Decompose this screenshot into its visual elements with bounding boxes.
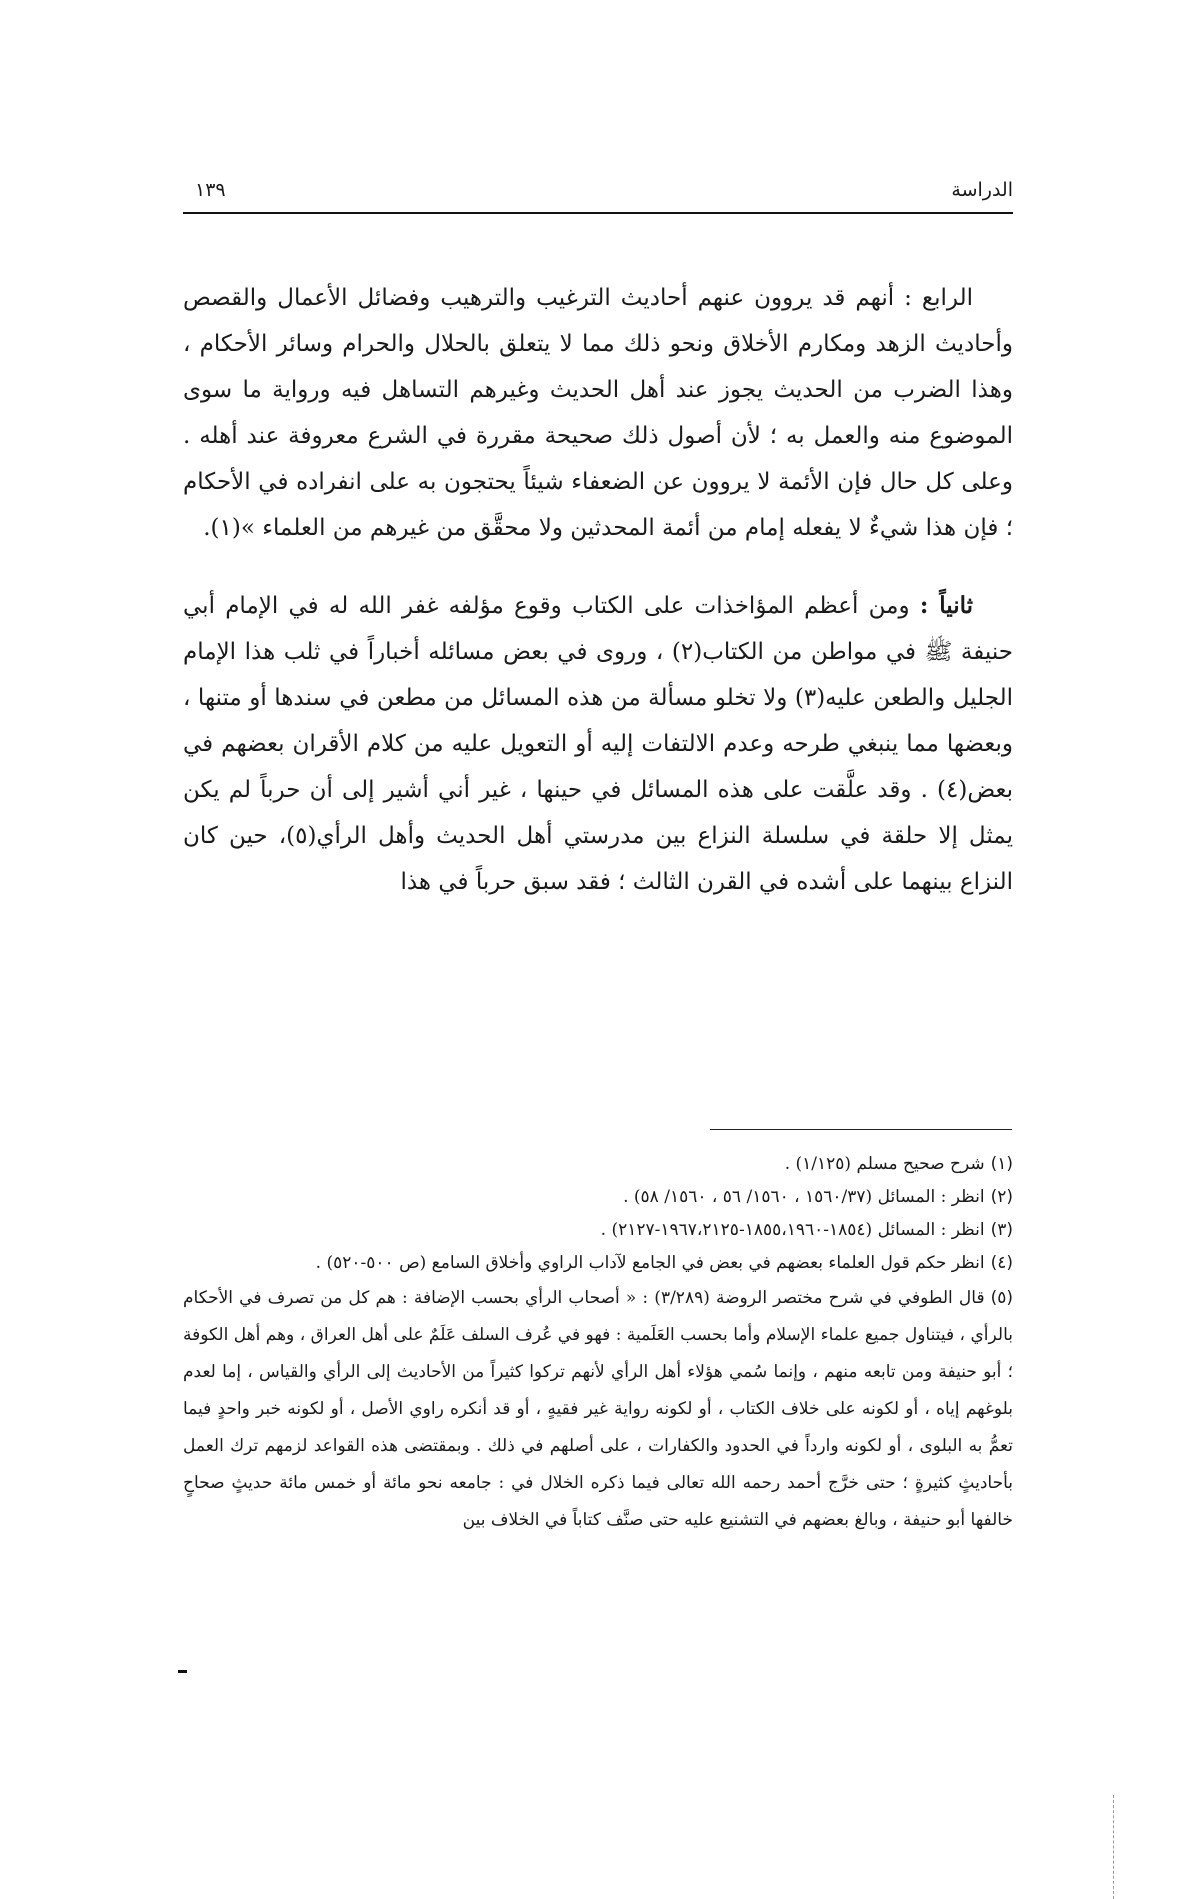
page-number: ١٣٩ (195, 179, 226, 201)
footnote-number: (٥) (990, 1288, 1014, 1308)
footnote-text: انظر حكم قول العلماء بعضهم في بعض في الجامع لآداب الراوي وأخلاق السامع (ص ٥٠٠-٥٢٠) . (315, 1253, 985, 1273)
footnote-text: انظر : المسائل (١٥٦٠/٣٧ ، ١٥٦٠/ ٥٦ ، ١٥٦٠/ ٥٨) . (623, 1187, 985, 1207)
running-header (183, 175, 1013, 215)
continuation-mark (178, 1670, 187, 1673)
paragraph-fourth: الرابع : أنهم قد يروون عنهم أحاديث الترغيب والترهيب وفضائل الأعمال والقصص وأحاديث الزهد ومكارم الأخلاق ونحو ذلك مما لا يتعلق بالحلال والحرام وسائر الأحكام ، وهذا الضرب من الحديث يجوز عند أهل الحديث وغيرهم التساهل فيه ورواية ما سوى الموضوع منه والعمل به ؛ لأن أصول ذلك صحيحة مقررة في الشرع معروفة عند أهله . وعلى كل حال فإن الأئمة لا يروون عن الضعفاء شيئاً يحتجون به على انفراده في الأحكام ؛ فإن هذا شيءٌ لا يفعله إمام من أئمة المحدثين ولا محقَّق من غيرهم من العلماء »(١). (183, 285, 1013, 541)
footnote-3 (183, 1214, 1013, 1247)
footnote-4 (183, 1247, 1013, 1280)
header-title: الدراسة (951, 179, 1013, 201)
main-text (183, 275, 1013, 905)
footnote-number: (٢) (990, 1187, 1013, 1207)
footnote-5 (183, 1280, 1013, 1539)
footnote-divider (710, 1129, 1012, 1130)
footnote-2 (183, 1181, 1013, 1214)
footnotes-list (183, 1148, 1013, 1539)
footnote-text: قال الطوفي في شرح مختصر الروضة (٣/٢٨٩) : « أصحاب الرأي بحسب الإضافة : هم كل من تصرف في الأحكام بالرأي ، فيتناول جميع علماء الإسلام وأما بحسب العَلَمية : فهو في عُرف السلف عَلَمٌ على أهل العراق ، وهم أهل الكوفة ؛ أبو حنيفة ومن تابعه منهم ، وإنما سُمي هؤلاء أهل الرأي لأنهم تركوا كثيراً من الأحاديث إلى الرأي والقياس ، إما لعدم بلوغهم إياه ، أو لكونه على خلاف الكتاب ، أو لكونه رواية غير فقيهٍ ، أو قد أنكره راوي الأصل ، أو لكونه خبر واحدٍ فيما تعمُّ به البلوى ، أو لكونه وارداً في الحدود والكفارات ، على أصلهم في ذلك . وبمقتضى هذه القواعد لزمهم ترك العمل بأحاديثٍ كثيرةٍ ؛ حتى خرَّج أحمد رحمه الله تعالى فيما ذكره الخلال في : جامعه نحو مائة أو خمس مائة حديثٍ صحاحٍ خالفها أبو حنيفة ، وبالغ بعضهم في التشنيع عليه حتى صنَّف كتاباً في الخلاف بين (183, 1288, 1013, 1530)
paragraph-body: ومن أعظم المؤاخذات على الكتاب وقوع مؤلفه غفر الله له في الإمام أبي حنيفة ﷺ في مواطن من الكتاب(٢) ، وروى في بعض مسائله أخباراً في ثلب هذا الإمام الجليل والطعن عليه(٣) ولا تخلو مسألة من هذه المسائل من مطعن في سندها أو متنها ، وبعضها مما ينبغي طرحه وعدم الالتفات إليه أو التعويل عليه من كلام الأقران بعضهم في بعض(٤) . وقد علَّقت على هذه المسائل في حينها ، غير أني أشير إلى أن حرباً لم يكن يمثل إلا حلقة في سلسلة النزاع بين مدرستي أهل الحديث وأهل الرأي(٥)، حين كان النزاع بينهما على أشده في القرن الثالث ؛ فقد سبق حرباً في هذا (183, 593, 1013, 895)
footnote-number: (٣) (990, 1220, 1013, 1240)
paragraph-secondly (183, 583, 1013, 905)
footnote-number: (٤) (990, 1253, 1013, 1273)
footnote-text: شرح صحيح مسلم (١/١٢٥) . (784, 1154, 985, 1174)
paragraph-lead-word: ثانياً : (919, 592, 974, 619)
footnote-number: (١) (990, 1154, 1013, 1174)
header-divider (183, 212, 1013, 214)
binding-edge-line (1113, 1795, 1114, 1899)
footnote-1 (183, 1148, 1013, 1181)
footnote-text: انظر : المسائل (١٨٥٤-١٨٥٥،١٩٦٠-١٩٦٧،٢١٢٥-٢١٢٧) . (600, 1220, 985, 1240)
